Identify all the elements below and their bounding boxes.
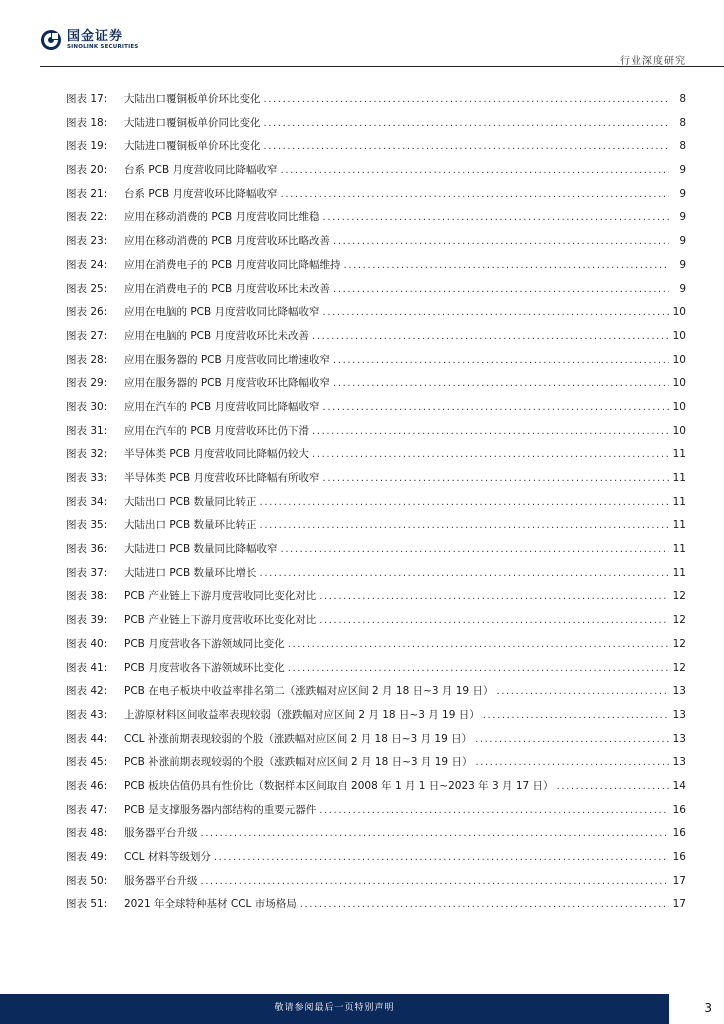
toc-entry-page: 11 [672,519,686,532]
toc-entry-number: 图表 45: [66,756,108,769]
toc-entry-title: 2021 年全球特种基材 CCL 市场格局 [124,898,297,911]
toc-entry[interactable] [66,233,686,257]
toc-entry[interactable] [66,588,686,612]
toc-entry-page: 9 [679,164,686,177]
toc-entry-page: 16 [672,803,686,816]
footer-disclaimer: 敬请参阅最后一页特别声明 [0,994,669,1024]
toc-entry-title: PCB 产业链上下游月度营收同比变化对比 [124,590,317,603]
toc-entry-title: 服务器平台升级 [124,827,198,840]
toc-entry[interactable] [66,423,686,447]
toc-entry-number: 图表 35: [66,519,108,532]
toc-entry[interactable] [66,162,686,186]
toc-dot-leader [312,449,669,460]
toc-dot-leader [201,876,670,887]
toc-entry-number: 图表 36: [66,543,108,556]
toc-entry-title: 应用在电脑的 PCB 月度营收同比降幅收窄 [124,306,320,319]
toc-dot-leader [323,402,669,413]
toc-entry-number: 图表 39: [66,614,108,627]
toc-dot-leader [264,118,670,129]
toc-entry-title: CCL 补涨前期表现较弱的个股（涨跌幅对应区间 2 月 18 日~3 月 19 日） [124,732,473,745]
toc-entry-number: 图表 23: [66,235,108,248]
toc-entry-page: 10 [672,400,686,413]
toc-entry-number: 图表 37: [66,566,108,579]
toc-entry-page: 11 [672,495,686,508]
page-footer [0,994,724,1024]
toc-entry-page: 11 [672,472,686,484]
toc-dot-leader [201,828,670,839]
toc-dot-leader [312,331,669,342]
toc-dot-leader [264,94,670,105]
toc-entry-page: 12 [672,590,686,603]
toc-dot-leader [496,686,669,697]
page-number: 3 [704,1001,712,1015]
toc-entry-number: 图表 25: [66,282,108,295]
report-type-label: 行业深度研究 [620,56,686,67]
toc-entry-number: 图表 28: [66,353,108,366]
toc-entry[interactable] [66,541,686,565]
toc-entry-title: 应用在服务器的 PCB 月度营收同比增速收窄 [124,353,331,366]
toc-entry-page: 9 [679,235,686,248]
toc-entry[interactable] [66,612,686,636]
toc-entry-title: 大陆进口覆铜板单价同比变化 [124,116,261,129]
toc-entry[interactable] [66,683,686,707]
toc-entry[interactable] [66,825,686,849]
toc-dot-leader [475,757,669,768]
toc-entry[interactable] [66,115,686,139]
toc-entry-number: 图表 18: [66,116,108,129]
toc-entry[interactable] [66,446,686,470]
header-divider [40,66,724,67]
toc-entry[interactable] [66,802,686,826]
toc-entry-page: 9 [679,282,686,295]
toc-entry-number: 图表 42: [66,685,108,698]
toc-entry[interactable] [66,257,686,281]
toc-dot-leader [264,141,670,152]
toc-entry[interactable] [66,778,686,802]
toc-entry-title: 应用在汽车的 PCB 月度营收环比仍下滑 [124,424,310,437]
toc-dot-leader [260,497,669,508]
company-logo [40,29,138,51]
toc-entry[interactable] [66,494,686,518]
toc-entry-page: 17 [672,874,686,887]
toc-entry-title: CCL 材料等级划分 [124,851,211,863]
toc-entry-title: 应用在移动消费的 PCB 月度营收同比维稳 [124,211,320,224]
toc-entry[interactable] [66,399,686,423]
toc-entry[interactable] [66,731,686,755]
toc-dot-leader [333,236,669,247]
toc-dot-leader [323,473,669,484]
toc-entry-page: 11 [672,448,686,461]
toc-entry[interactable] [66,186,686,210]
toc-entry-number: 图表 51: [66,898,108,911]
toc-entry[interactable] [66,281,686,305]
toc-entry-title: PCB 是支撑服务器内部结构的重要元器件 [124,803,317,816]
toc-entry-number: 图表 38: [66,590,108,603]
toc-entry-page: 16 [672,827,686,840]
toc-entry[interactable] [66,754,686,778]
toc-dot-leader [281,165,669,176]
toc-entry-page: 10 [672,306,686,319]
toc-entry-title: PCB 在电子板块中收益率排名第二（涨跌幅对应区间 2 月 18 日~3 月 19 日） [124,685,494,698]
toc-dot-leader [281,544,669,555]
toc-entry-page: 13 [672,685,686,698]
toc-dot-leader [323,212,669,223]
toc-entry[interactable] [66,873,686,897]
toc-entry-number: 图表 30: [66,400,108,413]
toc-entry-page: 13 [672,732,686,745]
toc-entry-title: 半导体类 PCB 月度营收环比降幅有所收窄 [124,472,320,484]
toc-entry-title: 大陆出口覆铜板单价环比变化 [124,93,261,105]
toc-entry[interactable] [66,636,686,660]
toc-dot-leader [312,426,669,437]
toc-entry-title: PCB 板块估值仍具有性价比（数据样本区间取自 2008 年 1 月 1 日~2023 年 3 月 17 日） [124,779,554,792]
toc-entry-number: 图表 46: [66,779,108,792]
toc-dot-leader [319,591,669,602]
toc-entry-title: 大陆出口 PCB 数量环比转正 [124,519,257,532]
toc-entry-page: 10 [672,424,686,437]
page-header [0,0,724,70]
toc-entry-number: 图表 44: [66,732,108,745]
toc-entry-title: PCB 月度营收各下游领域同比变化 [124,637,285,650]
toc-entry-page: 8 [679,116,686,129]
toc-entry[interactable] [66,707,686,731]
toc-entry-number: 图表 20: [66,164,108,177]
toc-entry-page: 14 [672,779,686,792]
toc-entry-page: 8 [679,140,686,153]
toc-entry-title: 应用在汽车的 PCB 月度营收同比降幅收窄 [124,400,320,413]
toc-entry-title: PCB 月度营收各下游领域环比变化 [124,661,285,674]
toc-entry[interactable] [66,209,686,233]
toc-dot-leader [281,189,669,200]
toc-entry-title: 应用在消费电子的 PCB 月度营收同比降幅维持 [124,258,341,271]
toc-entry-title: 大陆出口 PCB 数量同比转正 [124,495,257,508]
figure-index-list [66,91,686,920]
toc-entry-number: 图表 50: [66,874,108,887]
toc-entry-page: 12 [672,661,686,674]
toc-entry-page: 16 [672,851,686,863]
toc-entry-number: 图表 22: [66,211,108,224]
toc-dot-leader [288,639,669,650]
toc-entry-title: 应用在服务器的 PCB 月度营收环比降幅收窄 [124,377,331,390]
toc-dot-leader [333,284,669,295]
toc-entry-page: 10 [672,377,686,390]
toc-entry-title: PCB 补涨前期表现较弱的个股（涨跌幅对应区间 2 月 18 日~3 月 19 日） [124,756,473,769]
toc-entry-number: 图表 17: [66,93,108,105]
logo-mark-icon [40,29,62,51]
toc-entry-number: 图表 33: [66,472,108,484]
toc-entry-number: 图表 43: [66,708,108,721]
toc-dot-leader [319,805,669,816]
toc-entry-title: 大陆进口覆铜板单价环比变化 [124,140,261,153]
toc-entry-number: 图表 40: [66,637,108,650]
toc-entry-number: 图表 29: [66,377,108,390]
logo-chinese-name: 国金证券 [67,28,124,44]
toc-entry-title: 应用在消费电子的 PCB 月度营收环比未改善 [124,282,331,295]
toc-entry-number: 图表 24: [66,258,108,271]
toc-entry-number: 图表 26: [66,306,108,319]
toc-entry-number: 图表 21: [66,187,108,200]
toc-entry-page: 9 [679,258,686,271]
toc-entry-number: 图表 32: [66,448,108,461]
toc-entry-number: 图表 31: [66,424,108,437]
toc-entry-page: 8 [679,93,686,105]
toc-entry[interactable] [66,304,686,328]
toc-dot-leader [475,734,669,745]
toc-entry-title: 台系 PCB 月度营收同比降幅收窄 [124,164,278,177]
toc-entry-page: 17 [672,898,686,911]
toc-entry-title: 服务器平台升级 [124,874,198,887]
toc-dot-leader [323,307,669,318]
toc-entry-page: 9 [679,187,686,200]
toc-entry-title: 台系 PCB 月度营收环比降幅收窄 [124,187,278,200]
toc-entry-title: 应用在移动消费的 PCB 月度营收环比略改善 [124,235,331,248]
toc-entry-page: 13 [672,708,686,721]
toc-entry-page: 11 [672,566,686,579]
toc-entry[interactable] [66,352,686,376]
toc-entry[interactable] [66,896,686,920]
toc-entry-title: 半导体类 PCB 月度营收同比降幅仍较大 [124,448,310,461]
toc-entry-title: 大陆进口 PCB 数量同比降幅收窄 [124,543,278,556]
toc-dot-leader [214,852,669,863]
toc-dot-leader [300,899,669,910]
toc-entry-page: 9 [679,211,686,224]
toc-entry-number: 图表 34: [66,495,108,508]
toc-dot-leader [260,520,669,531]
toc-entry-number: 图表 27: [66,329,108,342]
toc-entry-number: 图表 48: [66,827,108,840]
toc-entry-page: 12 [672,614,686,627]
toc-entry-title: 应用在电脑的 PCB 月度营收环比未改善 [124,329,310,342]
toc-entry-page: 10 [672,329,686,342]
toc-dot-leader [483,710,669,721]
toc-dot-leader [557,781,669,792]
toc-entry-page: 12 [672,637,686,650]
toc-dot-leader [333,378,669,389]
toc-entry-title: 大陆进口 PCB 数量环比增长 [124,566,257,579]
toc-entry[interactable] [66,91,686,115]
toc-entry[interactable] [66,849,686,873]
toc-entry-page: 11 [672,543,686,556]
toc-entry-page: 10 [672,353,686,366]
toc-entry[interactable] [66,660,686,684]
toc-entry[interactable] [66,138,686,162]
toc-entry-number: 图表 49: [66,851,108,863]
toc-dot-leader [344,260,669,271]
toc-entry[interactable] [66,470,686,494]
toc-entry[interactable] [66,517,686,541]
toc-entry[interactable] [66,565,686,589]
toc-dot-leader [333,355,669,366]
toc-dot-leader [260,568,669,579]
logo-english-name: SINOLINK SECURITIES [67,43,139,50]
toc-entry-number: 图表 41: [66,661,108,674]
toc-entry-title: 上游原材料区间收益率表现较弱（涨跌幅对应区间 2 月 18 日~3 月 19 日） [124,708,480,721]
toc-entry-page: 13 [672,756,686,769]
toc-dot-leader [288,663,669,674]
toc-entry-number: 图表 19: [66,140,108,153]
toc-entry-number: 图表 47: [66,803,108,816]
toc-entry[interactable] [66,328,686,352]
toc-entry[interactable] [66,375,686,399]
toc-dot-leader [319,615,669,626]
toc-entry-title: PCB 产业链上下游月度营收环比变化对比 [124,614,317,627]
